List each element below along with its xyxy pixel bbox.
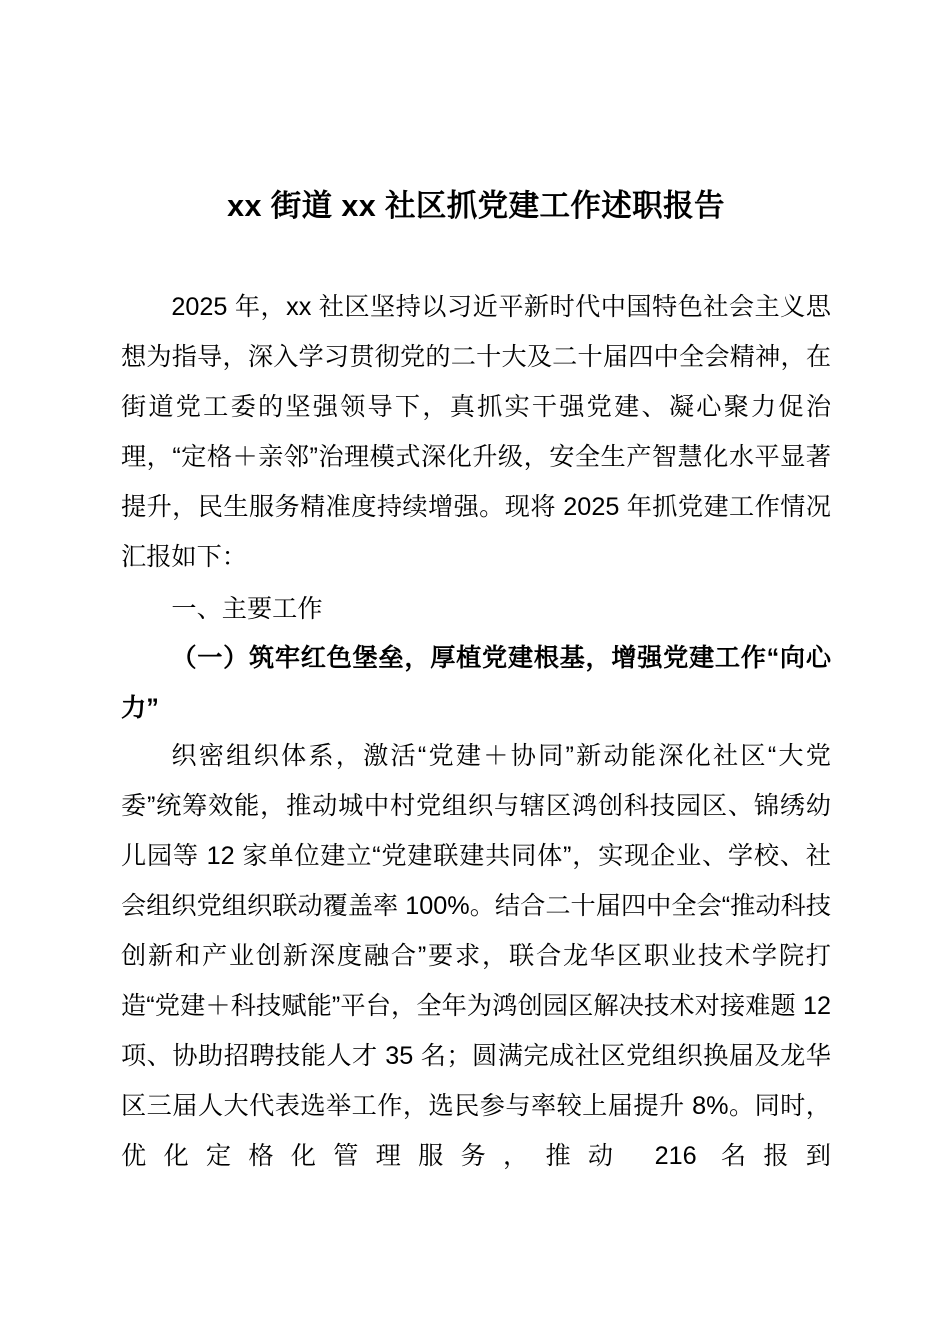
body-paragraph-1: 织密组织体系，激活“党建＋协同”新动能深化社区“大党委”统筹效能，推动城中村党组织与辖区鸿创科技园区、锦绣幼儿园等 12 家单位建立“党建联建共同体”，实现企业、学校、社会组织党组织联动覆盖率 100%。结合二十届四中全会“推动科技创新和产业创新深度融合”要求，联合龙华区职业技术学院打造“党建＋科技赋能”平台，全年为鸿创园区解决技术对接难题 12 项、协助招聘技能人才 35 名；圆满完成社区党组织换届及龙华区三届人大代表选举工作，选民参与率较上届提升 8%。同时，优化定格化管理服务，推动 216 名报到 [121,742,831,1170]
section-heading-main-work: 一、主要工作 [171,595,323,623]
subsection-heading-1: （一）筑牢红色堡垒，厚植党建根基，增强党建工作“向心力” [121,644,831,722]
page-title: xx 街道 xx 社区抓党建工作述职报告 [227,189,725,223]
page-bottom-margin [0,1185,950,1344]
intro-paragraph: 2025 年，xx 社区坚持以习近平新时代中国特色社会主义思想为指导，深入学习贯彻党的二十大及二十届四中全会精神，在街道党工委的坚强领导下，真抓实干强党建、凝心聚力促治理，“定格＋亲邻”治理模式深化升级，安全生产智慧化水平显著提升，民生服务精准度持续增强。现将 2025 年抓党建工作情况汇报如下： [121,293,831,571]
